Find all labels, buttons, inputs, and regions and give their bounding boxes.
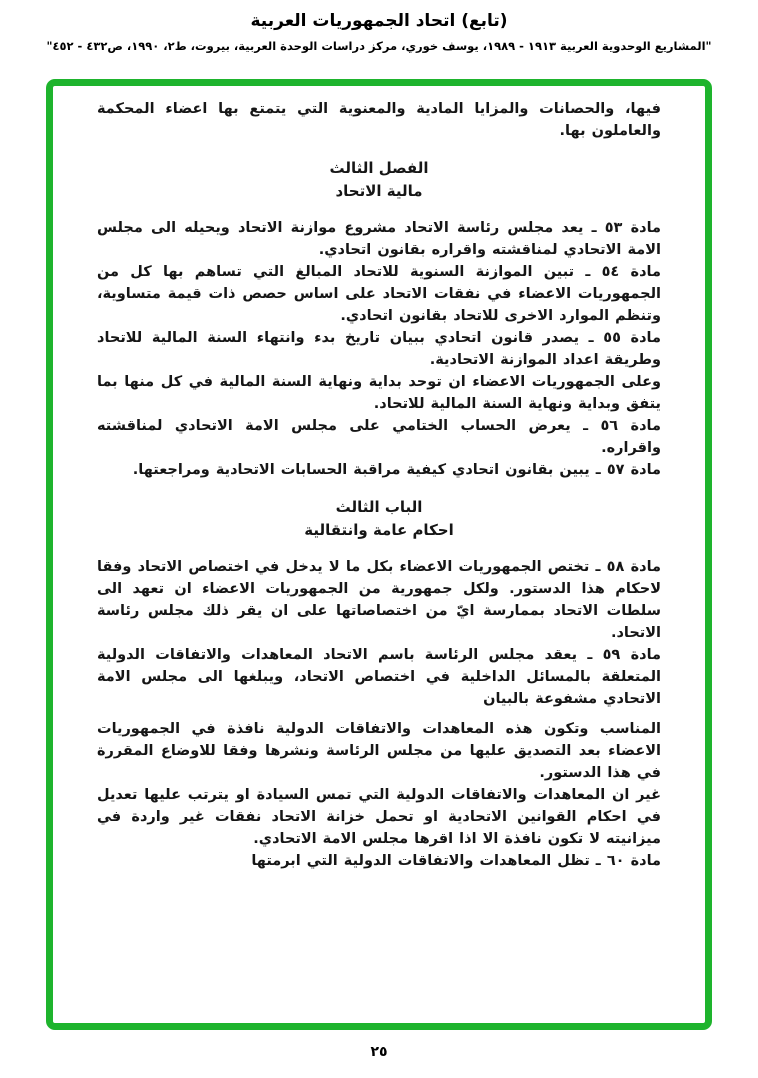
paragraph: فيها، والحصانات والمزايا المادية والمعنوية التي يتمتع بها اعضاء المحكمة والعاملون بها. (97, 101, 661, 139)
paragraph: مادة ٥٩ ـ يعقد مجلس الرئاسة باسم الاتحاد المعاهدات والاتفاقات الدولية المتعلقة بالمسائل الداخلية في اختصاص الاتحاد، ويبلغها الى مجلس الامة الاتحادي مشفوعة بالبيان (97, 647, 661, 707)
paragraph: مادة ٥٦ ـ يعرض الحساب الختامي على مجلس الامة الاتحادي لمناقشته واقراره. (97, 418, 661, 456)
section-heading-line: احكام عامة وانتقالية (304, 521, 454, 539)
paragraph: مادة ٥٨ ـ تختص الجمهوريات الاعضاء بكل ما لا يدخل في اختصاص الاتحاد وفقا لاحكام هذا الدستور. ولكل جمهورية من الجمهوريات الاعضاء ان تعهد الى سلطات الاتحاد بممارسة ايّ من اختصاصاتها على ان يقر ذلك مجلس رئاسة الاتحاد. (97, 559, 661, 641)
section-heading (97, 157, 661, 203)
section-heading-line: مالية الاتحاد (335, 182, 423, 200)
paragraph: مادة ٥٣ ـ يعد مجلس رئاسة الاتحاد مشروع موازنة الاتحاد ويحيله الى مجلس الامة الاتحادي لمناقشته واقراره بقانون اتحادي. (97, 220, 661, 258)
paragraph: غير ان المعاهدات والاتفاقات الدولية التي تمس السيادة او يترتب عليها تعديل في احكام القوانين الاتحادية او تحمل خزانة الاتحاد نفقات غير واردة في ميزانيته لا تكون نافذة الا اذا اقرها مجلس الامة الاتحادي. (97, 787, 661, 847)
document-title: (تابع) اتحاد الجمهوريات العربية (250, 11, 508, 31)
section-heading-line: الباب الثالث (335, 498, 423, 516)
paragraph: المناسب وتكون هذه المعاهدات والاتفاقات الدولية نافذة في الجمهوريات الاعضاء بعد التصديق عليها من مجلس الرئاسة ونشرها وفقا للاوضاع المقررة في هذا الدستور. (97, 721, 661, 781)
page-header (0, 0, 758, 53)
section-heading (97, 496, 661, 542)
page-number: ٢٥ (370, 1044, 388, 1060)
paragraph: مادة ٥٥ ـ يصدر قانون اتحادي ببيان تاريخ بدء وانتهاء السنة المالية للاتحاد وطريقة اعداد الموازنة الاتحادية. (97, 330, 661, 368)
paragraph: مادة ٦٠ ـ تظل المعاهدات والاتفاقات الدولية التي ابرمتها (251, 853, 661, 869)
paragraph: وعلى الجمهوريات الاعضاء ان توحد بداية ونهاية السنة المالية في كل منها بما يتفق وبداية ونهاية السنة المالية للاتحاد. (97, 374, 661, 412)
document-content (53, 86, 705, 872)
paragraph: مادة ٥٧ ـ يبين بقانون اتحادي كيفية مراقبة الحسابات الاتحادية ومراجعتها. (132, 462, 661, 478)
paragraph: مادة ٥٤ ـ تبين الموازنة السنوية للاتحاد المبالغ التي تساهم بها كل من الجمهوريات الاعضاء في نفقات الاتحاد على اساس حصص ذات قيمة متساوية، وتنظم الموارد الاخرى للاتحاد بقانون اتحادي. (97, 264, 661, 324)
section-heading-line: الفصل الثالث (329, 159, 429, 177)
document-border-frame (46, 79, 712, 1030)
document-citation: "المشاريع الوحدوية العربية ١٩١٣ - ١٩٨٩، يوسف خوري، مركز دراسات الوحدة العربية، بيروت، ط٢، ١٩٩٠، ص٤٣٢ - ٤٥٢" (46, 39, 712, 53)
